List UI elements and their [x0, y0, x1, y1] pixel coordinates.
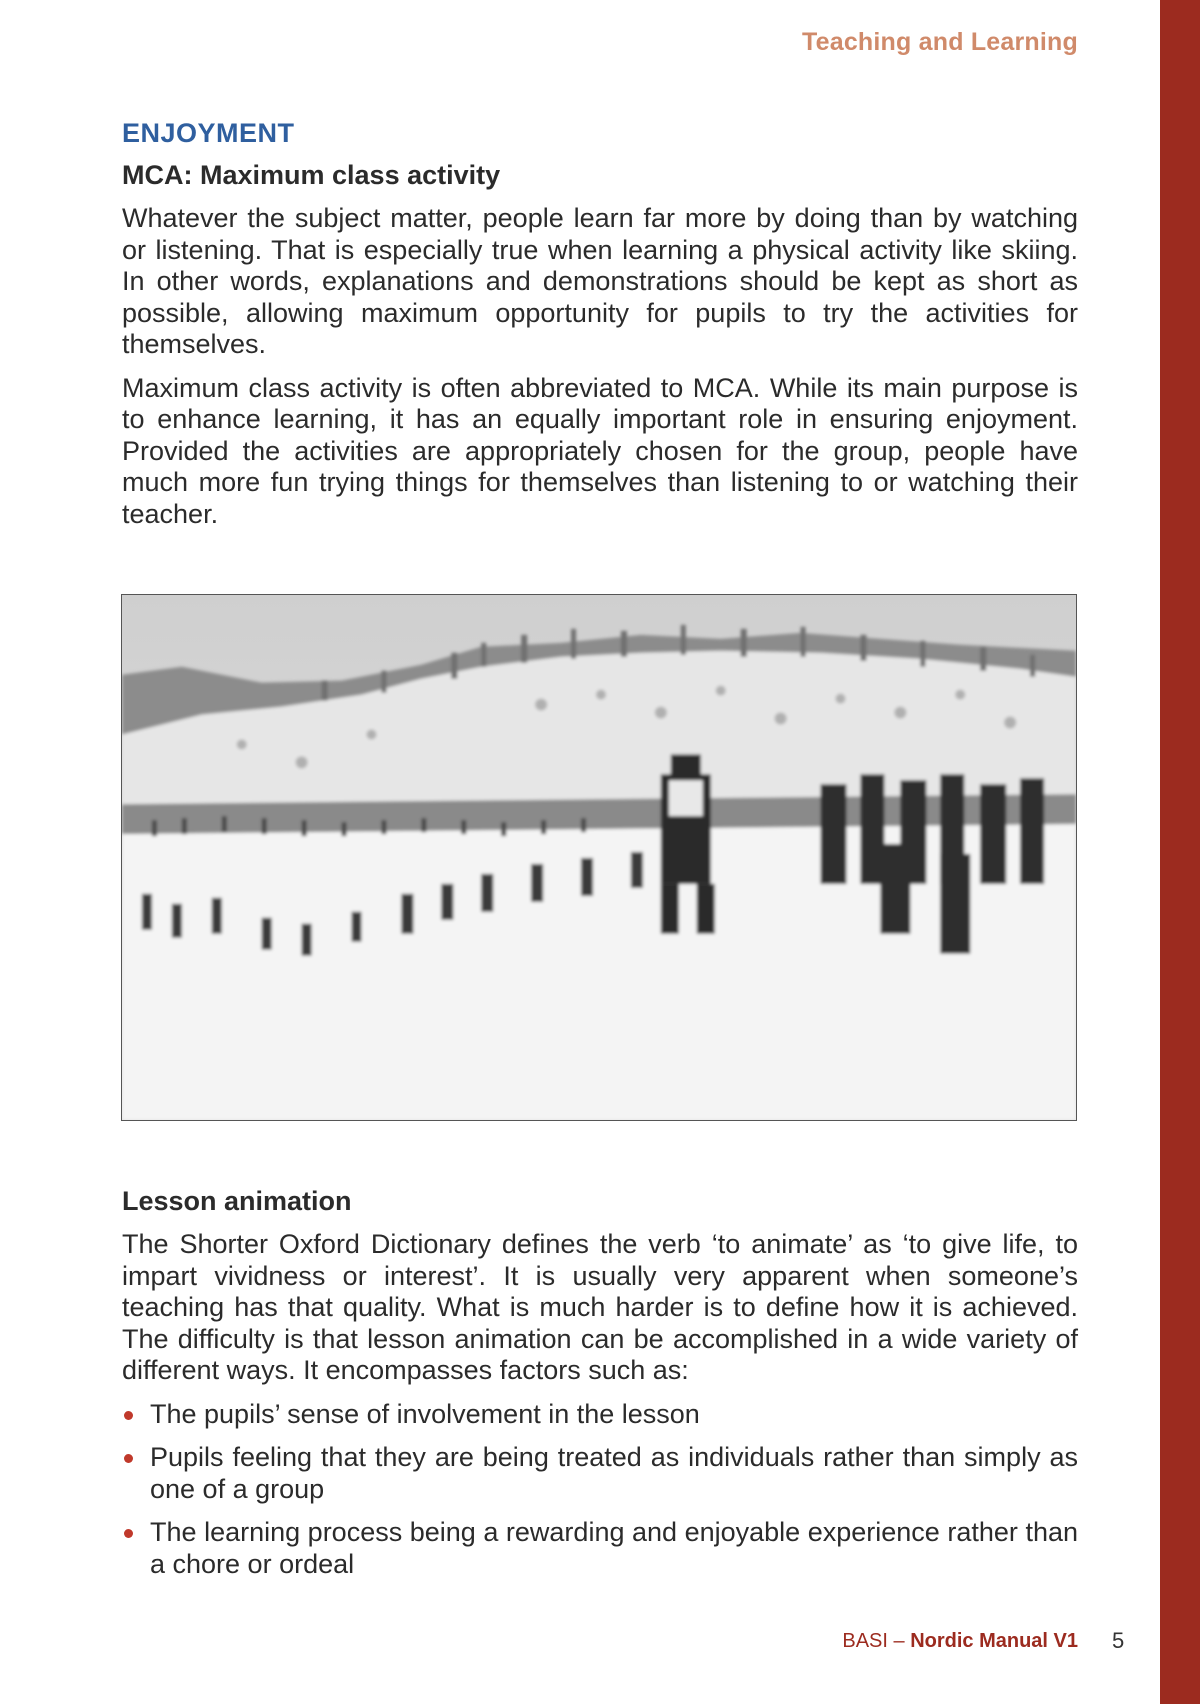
- bullet-text: Pupils feeling that they are being treated as individuals rather than simply as one of a group: [150, 1442, 1078, 1504]
- footer-manual: Nordic Manual V1: [910, 1630, 1078, 1652]
- lesson-animation-paragraph: The Shorter Oxford Dictionary defines the verb ‘to animate’ as ‘to give life, to impart vividness or interest’. It is usually very apparent when someone’s teaching has that quality. What is much harder is to define how it is achieved. The difficulty is that lesson animation can be accomplished in a wide variety of different ways. It encompasses factors such as:: [122, 1229, 1078, 1385]
- factor-list: [122, 1399, 1078, 1581]
- bullet-icon: [124, 1411, 133, 1420]
- lesson-animation-section: [122, 1186, 1078, 1580]
- bullet-icon: [124, 1454, 133, 1463]
- footer-org: BASI: [842, 1630, 888, 1652]
- ski-class-photo: [121, 594, 1077, 1121]
- footer-separator: –: [887, 1630, 911, 1652]
- mca-paragraph-1: Whatever the subject matter, people learn far more by doing than by watching or listening. That is especially true when learning a physical activity like skiing. In other words, explanations and demonstrations should be kept as short as possible, allowing maximum opportunity for pupils to try the activities for themselves.: [122, 203, 1078, 359]
- page-edge-bar: [1160, 0, 1200, 1704]
- lesson-animation-subheading: Lesson animation: [122, 1186, 352, 1216]
- list-item: [122, 1442, 1078, 1505]
- bullet-text: The pupils’ sense of involvement in the lesson: [150, 1398, 700, 1429]
- mca-subheading: MCA: Maximum class activity: [122, 160, 501, 190]
- ski-scene-illustration: [122, 595, 1076, 1120]
- mca-section: [122, 160, 1078, 530]
- footer-title: [842, 1630, 1078, 1653]
- running-header: Teaching and Learning: [802, 28, 1078, 56]
- list-item: [122, 1517, 1078, 1580]
- bullet-icon: [124, 1529, 133, 1538]
- bullet-text: The learning process being a rewarding and enjoyable experience rather than a chore or ordeal: [150, 1517, 1078, 1579]
- section-title: ENJOYMENT: [122, 118, 295, 148]
- list-item: [122, 1399, 1078, 1431]
- mca-paragraph-2: Maximum class activity is often abbreviated to MCA. While its main purpose is to enhance learning, it has an equally important role in ensuring enjoyment. Provided the activities are appropriately chosen for the group, people have much more fun trying things for themselves than listening to or watching their teacher.: [122, 372, 1078, 529]
- page-number: 5: [1112, 1628, 1125, 1653]
